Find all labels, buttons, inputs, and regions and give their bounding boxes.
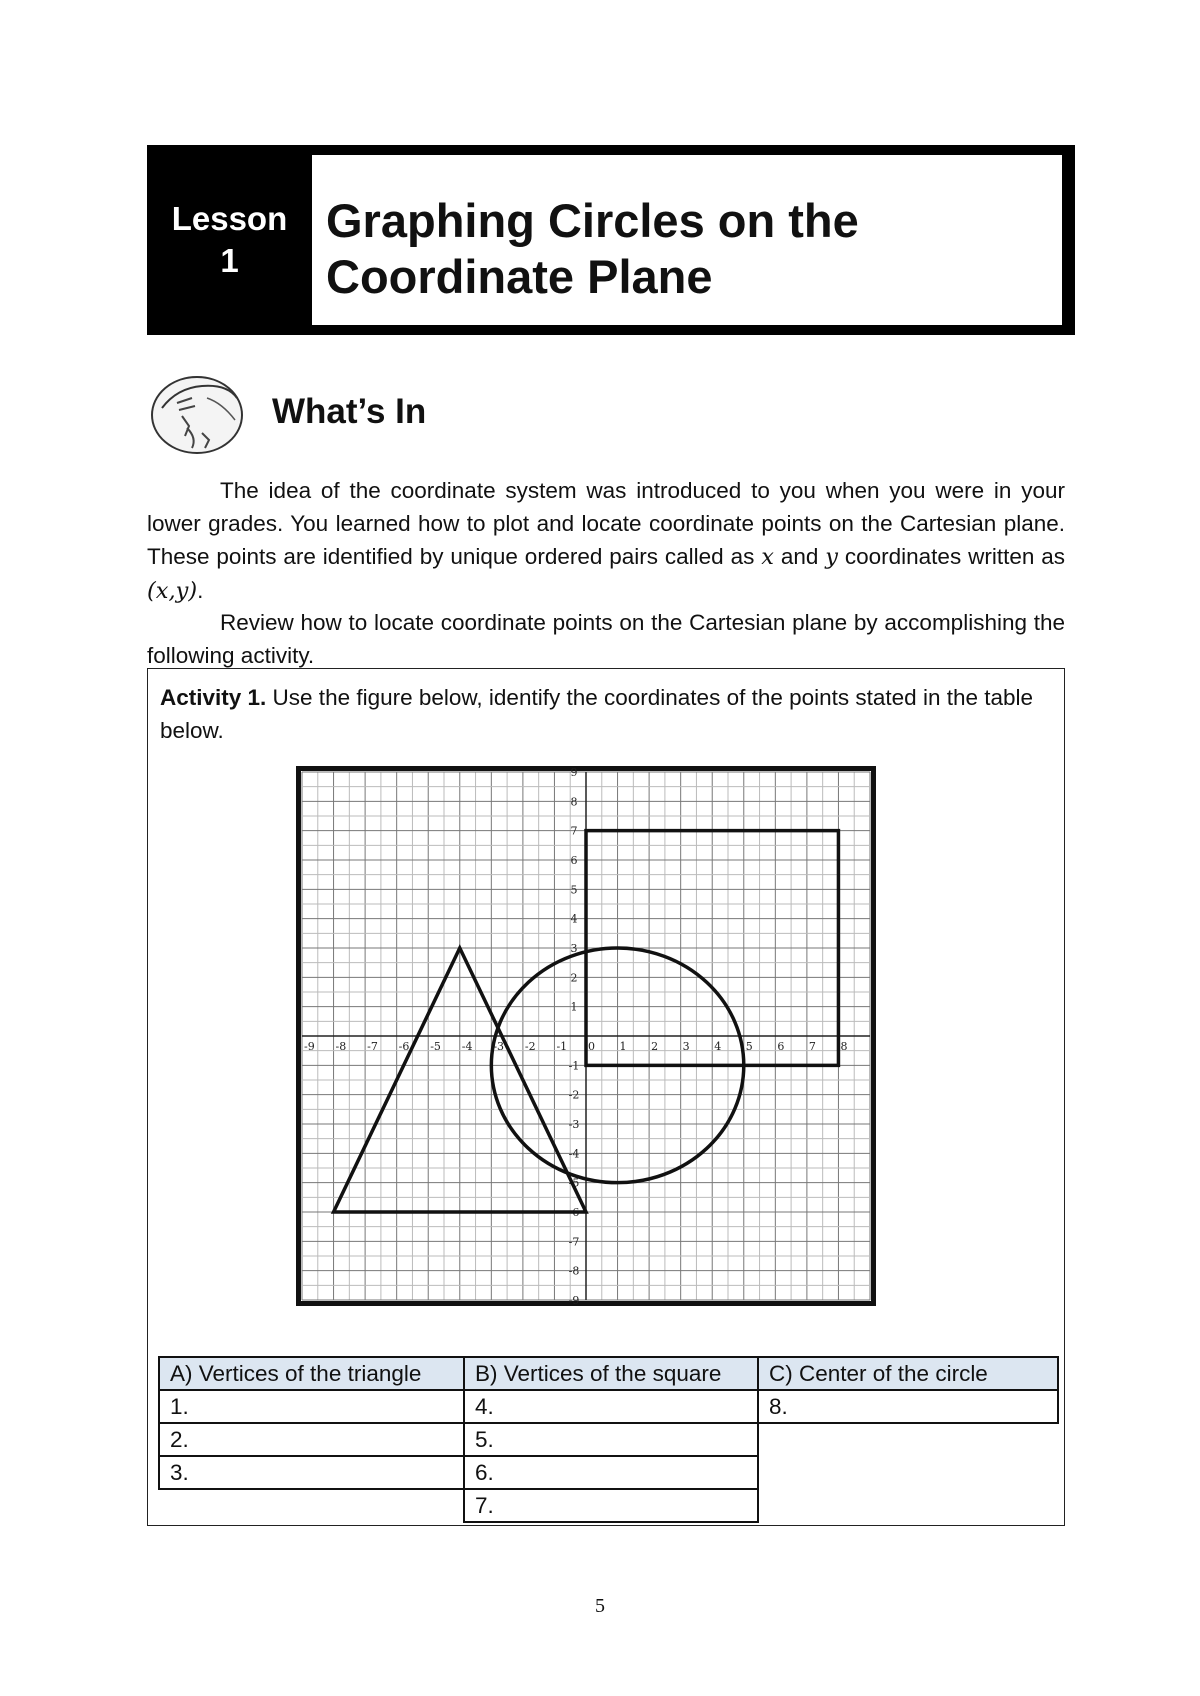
answer-cell-5[interactable]: 5. bbox=[464, 1423, 758, 1456]
x-tick-label: -5 bbox=[430, 1040, 441, 1053]
intro-paragraph bbox=[147, 474, 1065, 608]
empty-cell bbox=[758, 1423, 1058, 1456]
x-tick-label: 1 bbox=[619, 1040, 627, 1053]
review-paragraph bbox=[147, 606, 1065, 672]
answer-cell-1[interactable]: 1. bbox=[159, 1390, 464, 1423]
answer-cell-4[interactable]: 4. bbox=[464, 1390, 758, 1423]
p1-text-a: The idea of the coordinate system was introduced to you when you were in your lower grades. You learned how to plot and locate coordinate points on the Cartesian plane. These points are identified by unique ordered pairs called as bbox=[147, 478, 1065, 569]
x-tick-label: 6 bbox=[777, 1040, 785, 1053]
x-tick-label: -7 bbox=[367, 1040, 378, 1053]
activity-instruction bbox=[160, 681, 1055, 747]
table-header-row bbox=[159, 1357, 1058, 1390]
x-tick-label: 8 bbox=[840, 1040, 848, 1053]
x-tick-label: -2 bbox=[524, 1040, 536, 1053]
lesson-label-box bbox=[147, 145, 312, 335]
y-tick-label: 9 bbox=[570, 766, 578, 779]
p1-text-d: . bbox=[197, 578, 204, 603]
y-tick-label: -7 bbox=[568, 1235, 580, 1249]
y-tick-label: 3 bbox=[570, 942, 578, 955]
y-tick-label: -8 bbox=[568, 1264, 580, 1278]
x-tick-label: 0 bbox=[588, 1040, 595, 1053]
answer-cell-7[interactable]: 7. bbox=[464, 1489, 758, 1522]
y-tick-label: 8 bbox=[570, 795, 578, 809]
answer-cell-3[interactable]: 3. bbox=[159, 1456, 464, 1489]
header-circle: C) Center of the circle bbox=[758, 1357, 1058, 1390]
p1-var-y: y bbox=[825, 544, 838, 570]
lesson-title-box bbox=[312, 155, 1062, 325]
x-tick-label: -9 bbox=[304, 1040, 315, 1053]
lesson-label: Lesson bbox=[171, 200, 288, 237]
y-tick-label: -1 bbox=[568, 1059, 580, 1073]
empty-cell bbox=[159, 1489, 464, 1522]
whats-in-icon bbox=[147, 368, 247, 458]
activity-label: Activity 1. bbox=[160, 685, 267, 710]
empty-cell bbox=[758, 1456, 1058, 1489]
page-number: 5 bbox=[595, 1595, 605, 1617]
lesson-banner bbox=[147, 145, 1075, 335]
p2-text: Review how to locate coordinate points on the Cartesian plane by accomplishing the following activity. bbox=[147, 610, 1065, 668]
y-tick-label: 4 bbox=[570, 912, 578, 926]
x-tick-label: -1 bbox=[556, 1040, 568, 1053]
table-row bbox=[159, 1390, 1058, 1423]
empty-cell bbox=[758, 1489, 1058, 1522]
y-tick-label: -5 bbox=[568, 1176, 580, 1190]
p1-var-x: x bbox=[761, 544, 774, 570]
x-tick-label: -8 bbox=[335, 1040, 347, 1053]
x-tick-label: 5 bbox=[745, 1040, 753, 1053]
answer-cell-2[interactable]: 2. bbox=[159, 1423, 464, 1456]
x-tick-label: 2 bbox=[651, 1040, 659, 1053]
y-tick-label: -9 bbox=[568, 1294, 580, 1306]
lesson-title-line2: Coordinate Plane bbox=[326, 250, 713, 303]
activity-text: Use the figure below, identify the coordinates of the points stated in the table below. bbox=[160, 685, 1034, 743]
answer-cell-6[interactable]: 6. bbox=[464, 1456, 758, 1489]
header-triangle: A) Vertices of the triangle bbox=[159, 1357, 464, 1390]
lesson-number: 1 bbox=[220, 242, 239, 279]
y-tick-label: 7 bbox=[570, 824, 578, 838]
section-title: What’s In bbox=[272, 392, 427, 431]
answer-table bbox=[158, 1356, 1059, 1523]
x-tick-label: -3 bbox=[493, 1040, 505, 1053]
y-tick-label: 6 bbox=[570, 854, 578, 867]
y-tick-label: 2 bbox=[570, 971, 578, 985]
lesson-title-line1: Graphing Circles on the bbox=[326, 194, 859, 247]
header-square: B) Vertices of the square bbox=[464, 1357, 758, 1390]
table-row bbox=[159, 1423, 1058, 1456]
answer-cell-8[interactable]: 8. bbox=[758, 1390, 1058, 1423]
coordinate-plane-figure bbox=[296, 766, 876, 1306]
y-tick-label: 1 bbox=[570, 1000, 578, 1014]
y-tick-label: 5 bbox=[570, 883, 578, 897]
p1-text-b: and bbox=[773, 544, 826, 569]
lesson-title bbox=[326, 193, 859, 305]
x-tick-label: 3 bbox=[682, 1040, 690, 1053]
x-tick-label: 7 bbox=[808, 1040, 816, 1053]
x-tick-label: -6 bbox=[398, 1040, 410, 1053]
table-row bbox=[159, 1456, 1058, 1489]
y-tick-label: -2 bbox=[568, 1088, 580, 1102]
p1-pair: (x,y) bbox=[147, 578, 198, 604]
x-tick-label: 4 bbox=[714, 1040, 722, 1053]
y-tick-label: -4 bbox=[568, 1147, 580, 1161]
table-row bbox=[159, 1489, 1058, 1522]
y-tick-label: -6 bbox=[568, 1206, 580, 1219]
y-tick-label: -3 bbox=[568, 1118, 580, 1131]
p1-text-c: coordinates written as bbox=[837, 544, 1066, 569]
x-tick-label: -4 bbox=[461, 1040, 473, 1053]
